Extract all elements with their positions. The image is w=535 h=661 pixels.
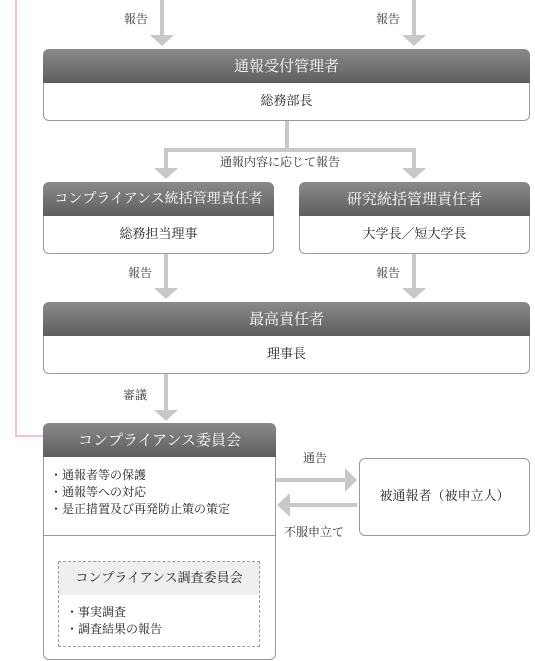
research-manager-body: 大学長／短大学長 xyxy=(299,216,530,254)
split-right-head xyxy=(402,168,426,179)
compliance-manager-title: コンプライアンス統括管理責任者 xyxy=(43,182,274,216)
committee-title: コンプライアンス委員会 xyxy=(43,423,276,457)
compliance-manager-box xyxy=(43,182,274,254)
committee-body xyxy=(43,457,276,660)
receiver-title: 通報受付管理者 xyxy=(43,49,530,83)
arrow-top-right-head xyxy=(402,35,426,46)
investigation-task-list xyxy=(66,604,162,638)
investigation-title: コンプライアンス調査委員会 xyxy=(59,562,259,595)
label-deliberation: 審議 xyxy=(123,388,148,402)
receiver-body: 総務部長 xyxy=(43,83,530,121)
research-manager-box xyxy=(299,182,530,254)
receiver-box xyxy=(43,49,530,121)
research-manager-title: 研究統括管理責任者 xyxy=(299,182,530,216)
label-report-right-mid: 報告 xyxy=(376,266,401,280)
arrow-deliberation-head xyxy=(154,410,178,421)
arrow-objection-head xyxy=(277,493,290,517)
label-report-by-content: 通報内容に応じて報告 xyxy=(220,155,341,169)
committee-divider xyxy=(44,535,275,536)
list-item: ・是正措置及び再発防止策の策定 xyxy=(50,502,231,516)
list-item: ・通報等への対応 xyxy=(50,485,147,499)
label-report-left-top: 報告 xyxy=(124,12,149,26)
committee-duty-list xyxy=(50,467,230,518)
split-left-head xyxy=(154,168,178,179)
compliance-manager-body: 総務担当理事 xyxy=(43,216,274,254)
list-item: ・事実調査 xyxy=(66,605,127,619)
chief-box xyxy=(43,302,530,374)
pink-feedback-line xyxy=(16,0,44,436)
chief-title: 最高責任者 xyxy=(43,302,530,336)
label-objection: 不服申立て xyxy=(284,525,345,539)
arrow-notify-head xyxy=(345,468,357,492)
respondent-label: 被通報者（被申立人） xyxy=(379,489,510,504)
label-report-left-mid: 報告 xyxy=(128,266,153,280)
respondent-box xyxy=(359,458,530,536)
arrow-top-left-head xyxy=(150,35,174,46)
list-item: ・通報者等の保護 xyxy=(50,468,147,482)
investigation-box xyxy=(58,561,260,647)
label-report-right-top: 報告 xyxy=(376,12,401,26)
committee-box xyxy=(43,423,276,660)
arrow-mid-left-head xyxy=(154,288,178,299)
chief-body: 理事長 xyxy=(43,336,530,374)
list-item: ・調査結果の報告 xyxy=(66,622,163,636)
arrow-mid-right-head xyxy=(402,288,426,299)
label-notification: 通告 xyxy=(303,451,328,465)
